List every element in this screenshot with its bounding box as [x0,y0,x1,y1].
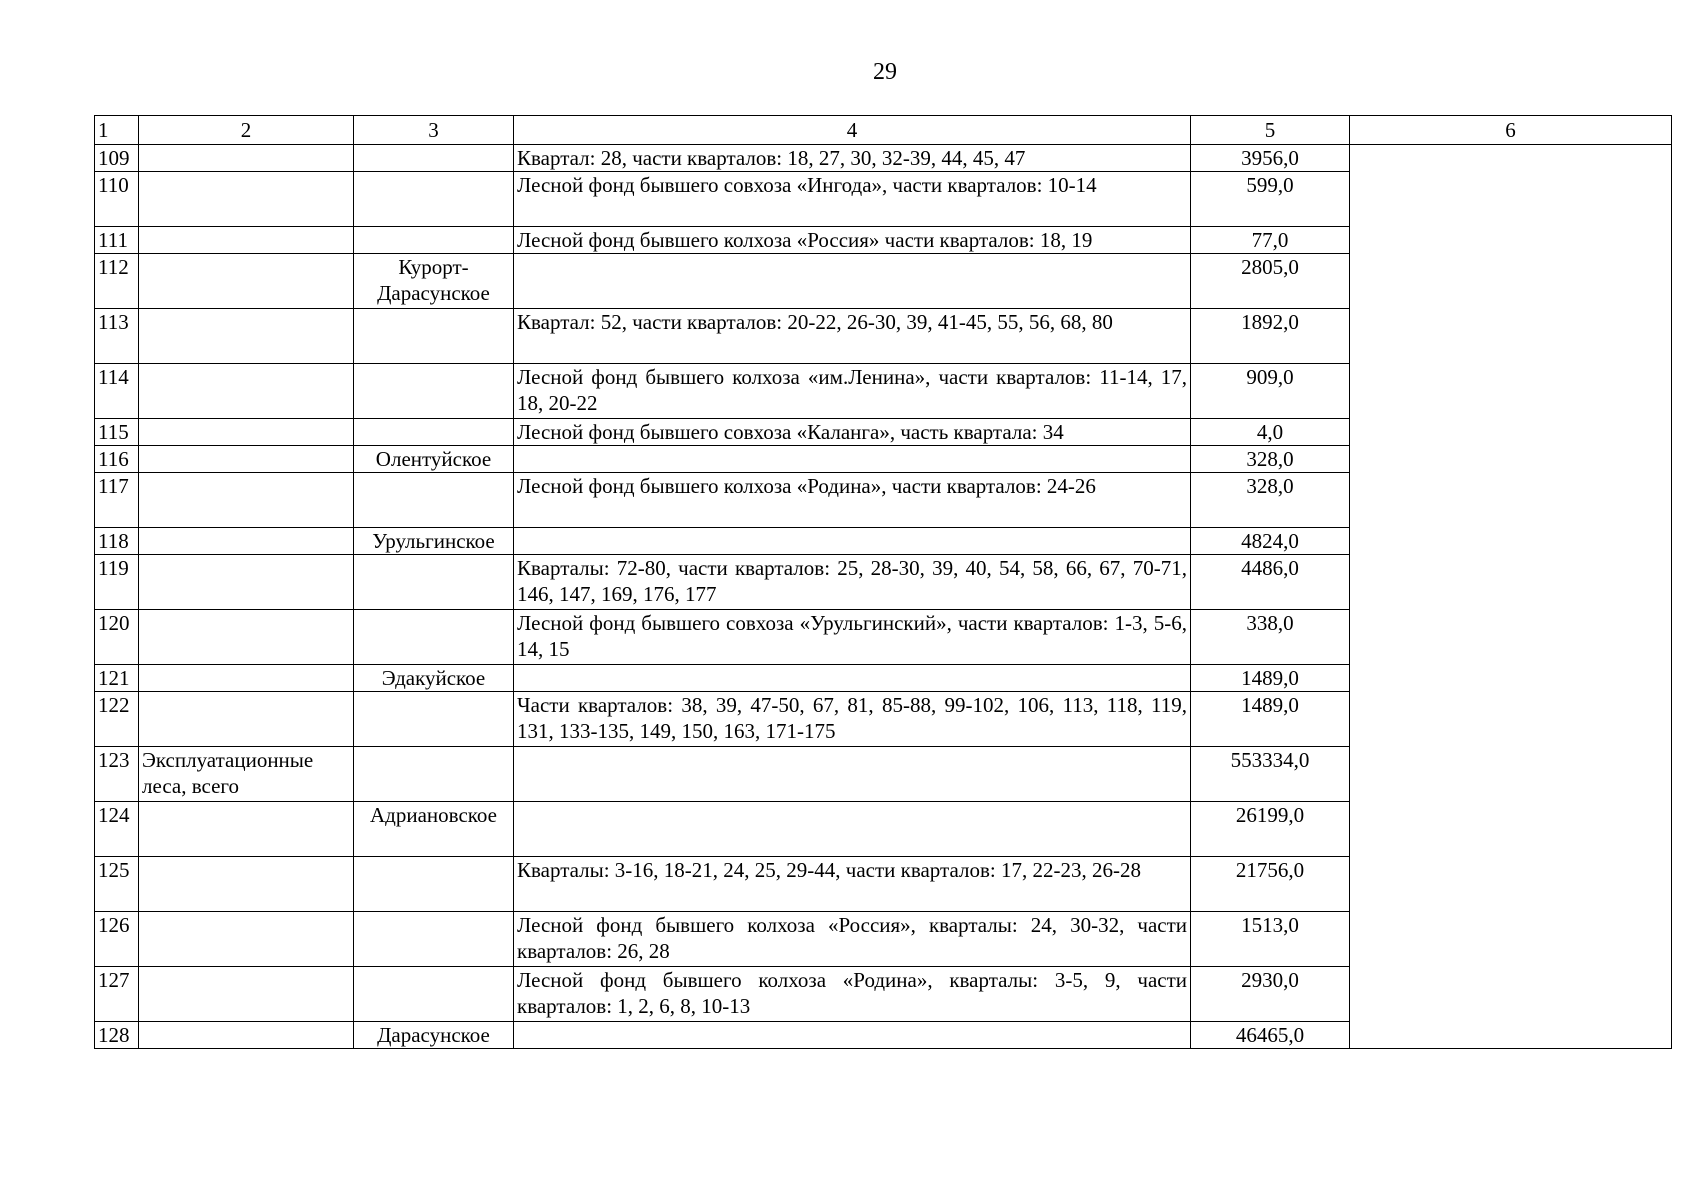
col-header-2: 2 [139,116,354,145]
row-description: Лесной фонд бывшего совхоза «Каланга», часть квартала: 34 [514,419,1191,446]
row-description: Лесной фонд бывшего колхоза «им.Ленина», части кварталов: 11-14, 17, 18, 20-22 [514,364,1191,419]
row-settlement [354,419,514,446]
row-number: 124 [95,802,139,857]
row-category [139,172,354,227]
row-area: 553334,0 [1191,747,1350,802]
row-number: 109 [95,145,139,172]
row-description: Кварталы: 72-80, части кварталов: 25, 28-30, 39, 40, 54, 58, 66, 67, 70-71, 146, 147, 169, 176, 177 [514,555,1191,610]
row-description [514,802,1191,857]
row-category [139,419,354,446]
table-body [95,145,1672,1049]
row-category [139,254,354,309]
row-settlement [354,555,514,610]
row-area: 909,0 [1191,364,1350,419]
row-description [514,665,1191,692]
col-header-4: 4 [514,116,1191,145]
row-number: 113 [95,309,139,364]
row-area: 2930,0 [1191,967,1350,1022]
row-settlement: Дарасунское [354,1022,514,1049]
forest-table [94,115,1672,1049]
row-category [139,1022,354,1049]
row-category [139,473,354,528]
row-description: Части кварталов: 38, 39, 47-50, 67, 81, 85-88, 99-102, 106, 113, 118, 119, 131, 133-135, 149, 150, 163, 171-175 [514,692,1191,747]
row-settlement [354,610,514,665]
row-description [514,254,1191,309]
row-number: 125 [95,857,139,912]
row-number: 120 [95,610,139,665]
col-header-1: 1 [95,116,139,145]
row-number: 111 [95,227,139,254]
row-settlement [354,364,514,419]
row-settlement [354,227,514,254]
row-description [514,528,1191,555]
row-number: 119 [95,555,139,610]
row-settlement: Эдакуйское [354,665,514,692]
row-area: 21756,0 [1191,857,1350,912]
row-number: 118 [95,528,139,555]
row-number: 116 [95,446,139,473]
row-category [139,610,354,665]
row-area: 77,0 [1191,227,1350,254]
row-number: 127 [95,967,139,1022]
row-category [139,857,354,912]
row-area: 46465,0 [1191,1022,1350,1049]
row-settlement [354,473,514,528]
row-area: 1892,0 [1191,309,1350,364]
row-category [139,665,354,692]
col-header-3: 3 [354,116,514,145]
row-number: 123 [95,747,139,802]
row-number: 126 [95,912,139,967]
row-description: Лесной фонд бывшего совхоза «Ингода», части кварталов: 10-14 [514,172,1191,227]
row-area: 3956,0 [1191,145,1350,172]
row-description: Лесной фонд бывшего совхоза «Урульгинский», части кварталов: 1-3, 5-6, 14, 15 [514,610,1191,665]
header-row [95,116,1672,145]
row-area: 1489,0 [1191,665,1350,692]
row-area: 4,0 [1191,419,1350,446]
row-settlement [354,309,514,364]
row-area: 4824,0 [1191,528,1350,555]
row-number: 112 [95,254,139,309]
row-description: Кварталы: 3-16, 18-21, 24, 25, 29-44, части кварталов: 17, 22-23, 26-28 [514,857,1191,912]
row-category [139,145,354,172]
row-area: 338,0 [1191,610,1350,665]
row-category [139,555,354,610]
row-area: 4486,0 [1191,555,1350,610]
row-description: Лесной фонд бывшего колхоза «Родина», части кварталов: 24-26 [514,473,1191,528]
row-number: 110 [95,172,139,227]
row-category [139,967,354,1022]
row-number: 115 [95,419,139,446]
row-settlement [354,172,514,227]
page-number: 29 [873,59,897,85]
row-settlement [354,747,514,802]
row-description: Квартал: 28, части кварталов: 18, 27, 30, 32-39, 44, 45, 47 [514,145,1191,172]
row-area: 328,0 [1191,473,1350,528]
row-area: 328,0 [1191,446,1350,473]
row-category: Эксплуатационные леса, всего [139,747,354,802]
row-number: 122 [95,692,139,747]
row-description: Лесной фонд бывшего колхоза «Россия» части кварталов: 18, 19 [514,227,1191,254]
row-category [139,309,354,364]
row-description: Квартал: 52, части кварталов: 20-22, 26-30, 39, 41-45, 55, 56, 68, 80 [514,309,1191,364]
row-description [514,446,1191,473]
row-category [139,802,354,857]
row-settlement: Олентуйское [354,446,514,473]
row-number: 114 [95,364,139,419]
row-category [139,446,354,473]
row-description [514,1022,1191,1049]
row-category [139,364,354,419]
row-settlement: Курорт-Дарасунское [354,254,514,309]
row-category [139,227,354,254]
row-area: 599,0 [1191,172,1350,227]
row-area: 2805,0 [1191,254,1350,309]
row-settlement [354,967,514,1022]
col-header-6: 6 [1350,116,1672,145]
row-settlement [354,912,514,967]
row-settlement [354,857,514,912]
row-settlement: Адриановское [354,802,514,857]
row-category [139,912,354,967]
row-area: 1513,0 [1191,912,1350,967]
row-number: 117 [95,473,139,528]
row-description: Лесной фонд бывшего колхоза «Россия», кварталы: 24, 30-32, части кварталов: 26, 28 [514,912,1191,967]
row-number: 121 [95,665,139,692]
row-category [139,528,354,555]
column-6-empty [1350,145,1672,1049]
row-settlement: Урульгинское [354,528,514,555]
row-area: 26199,0 [1191,802,1350,857]
row-settlement [354,145,514,172]
row-description: Лесной фонд бывшего колхоза «Родина», кварталы: 3-5, 9, части кварталов: 1, 2, 6, 8, 10-13 [514,967,1191,1022]
row-settlement [354,692,514,747]
row-description [514,747,1191,802]
row-category [139,692,354,747]
table-row [95,145,1672,172]
col-header-5: 5 [1191,116,1350,145]
row-number: 128 [95,1022,139,1049]
row-area: 1489,0 [1191,692,1350,747]
